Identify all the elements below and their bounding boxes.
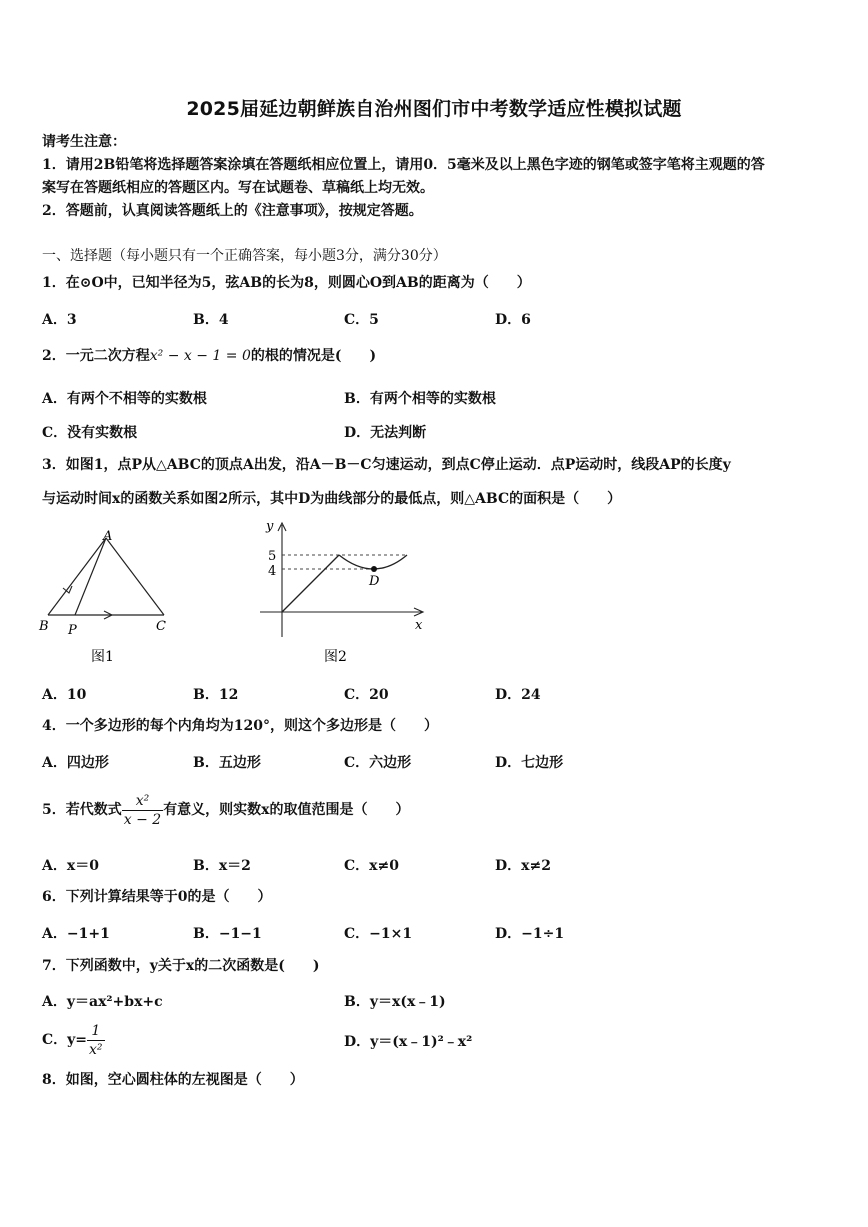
- q4-option-a: A．四边形: [42, 755, 109, 771]
- q6-option-d: D．−1÷1: [495, 926, 565, 942]
- q5-fraction-numerator: x²: [122, 792, 163, 811]
- q4-option-c: C．六边形: [344, 755, 412, 771]
- q5-stem-prefix: 5．若代数式: [42, 802, 122, 818]
- question-4-stem: 4．一个多边形的每个内角均为120°，则这个多边形是（ ）: [42, 718, 438, 734]
- question-2-stem: [42, 346, 376, 366]
- q2-option-a: A．有两个不相等的实数根: [42, 391, 207, 407]
- q1-option-d: D．6: [495, 312, 531, 328]
- q7-option-c-denominator: x²: [89, 1041, 103, 1058]
- point-label-p: P: [68, 623, 77, 638]
- vertex-label-a: A: [103, 529, 113, 544]
- figure-2-graph: [252, 515, 437, 670]
- vertex-label-c: C: [156, 619, 166, 634]
- q7-option-d: D．y＝(x﹣1)²﹣x²: [344, 1034, 473, 1050]
- q5-fraction: [122, 792, 163, 829]
- q4-option-d: D．七边形: [495, 755, 564, 771]
- question-1-stem: 1．在⊙O中，已知半径为5，弦AB的长为8，则圆心O到AB的距离为（ ）: [42, 275, 531, 291]
- q2-option-d: D．无法判断: [344, 425, 427, 441]
- question-3-line-1: 3．如图1，点P从△ABC的顶点A出发，沿A－B－C匀速运动，到点C停止运动．点P运动时，线段AP的长度y: [42, 457, 731, 473]
- q6-option-a: A．−1+1: [42, 926, 110, 942]
- q2-option-c: C．没有实数根: [42, 425, 138, 441]
- q3-option-c: C．20: [344, 687, 389, 703]
- linear-segment: [282, 555, 339, 612]
- question-8-stem: 8．如图，空心圆柱体的左视图是（ ）: [42, 1072, 304, 1088]
- x-axis-label: x: [415, 618, 423, 633]
- q2-equation: x² − x − 1 = 0: [149, 348, 251, 364]
- section-heading: 一、选择题（每小题只有一个正确答案，每小题3分，满分30分）: [42, 248, 447, 264]
- q5-option-b: B．x＝2: [193, 858, 251, 874]
- q6-option-b: B．−1−1: [193, 926, 262, 942]
- question-7-stem: 7．下列函数中，y关于x的二次函数是( ): [42, 958, 320, 974]
- notice-item-1-line-1: 1．请用2B铅笔将选择题答案涂填在答题纸相应位置上，请用0．5毫米及以上黑色字迹的钢笔或签字笔将主观题的答: [42, 157, 765, 173]
- q5-option-a: A．x＝0: [42, 858, 99, 874]
- page-title: 2025届延边朝鲜族自治州图们市中考数学适应性模拟试题: [186, 98, 682, 120]
- q5-option-d: D．x≠2: [495, 858, 551, 874]
- q3-option-b: B．12: [193, 687, 239, 703]
- q6-option-c: C．−1×1: [344, 926, 413, 942]
- side-ac: [106, 538, 164, 615]
- q3-option-a: A．10: [42, 687, 87, 703]
- q1-option-c: C．5: [344, 312, 379, 328]
- q1-option-b: B．4: [193, 312, 229, 328]
- figure-1-caption: 图1: [91, 649, 114, 665]
- notice-item-1-line-2: 案写在答题纸相应的答题区内。写在试题卷、草稿纸上均无效。: [42, 180, 434, 196]
- question-3-line-2: 与运动时间x的函数关系如图2所示，其中D为曲线部分的最低点，则△ABC的面积是（ ）: [42, 491, 622, 507]
- q2-stem-prefix: 2．一元二次方程: [42, 348, 150, 364]
- q2-stem-suffix: 的根的情况是( ): [250, 348, 377, 364]
- q2-option-b: B．有两个相等的实数根: [344, 391, 496, 407]
- notice-heading: 请考生注意：: [42, 134, 126, 150]
- q1-option-a: A．3: [42, 312, 77, 328]
- point-d: [371, 566, 377, 572]
- q7-option-c-fraction: [87, 1022, 105, 1059]
- q7-option-b: B．y＝x(x﹣1): [344, 994, 446, 1010]
- q5-fraction-denominator: x − 2: [123, 811, 162, 828]
- tick-label-5: 5: [268, 549, 277, 564]
- question-5-stem: [42, 790, 410, 830]
- figure-2-caption: 图2: [324, 649, 347, 665]
- q5-option-c: C．x≠0: [344, 858, 399, 874]
- q7-option-c: [42, 1020, 105, 1060]
- point-label-d: D: [369, 574, 380, 589]
- q5-stem-suffix: 有意义，则实数x的取值范围是（ ）: [163, 802, 410, 818]
- q4-option-b: B．五边形: [193, 755, 261, 771]
- question-6-stem: 6．下列计算结果等于0的是（ ）: [42, 889, 272, 905]
- vertex-label-b: B: [39, 619, 49, 634]
- segment-ap: [75, 538, 106, 615]
- y-axis-label: y: [266, 519, 274, 534]
- q7-option-c-prefix: C．y=: [42, 1032, 88, 1048]
- figure-1-triangle: [36, 520, 186, 670]
- q3-option-d: D．24: [495, 687, 541, 703]
- q7-option-a: A．y＝ax²+bx+c: [42, 994, 163, 1010]
- tick-label-4: 4: [268, 564, 277, 579]
- q7-option-c-numerator: 1: [87, 1022, 105, 1041]
- side-ab: [48, 538, 106, 615]
- notice-item-2: 2．答题前，认真阅读答题纸上的《注意事项》，按规定答题。: [42, 203, 423, 219]
